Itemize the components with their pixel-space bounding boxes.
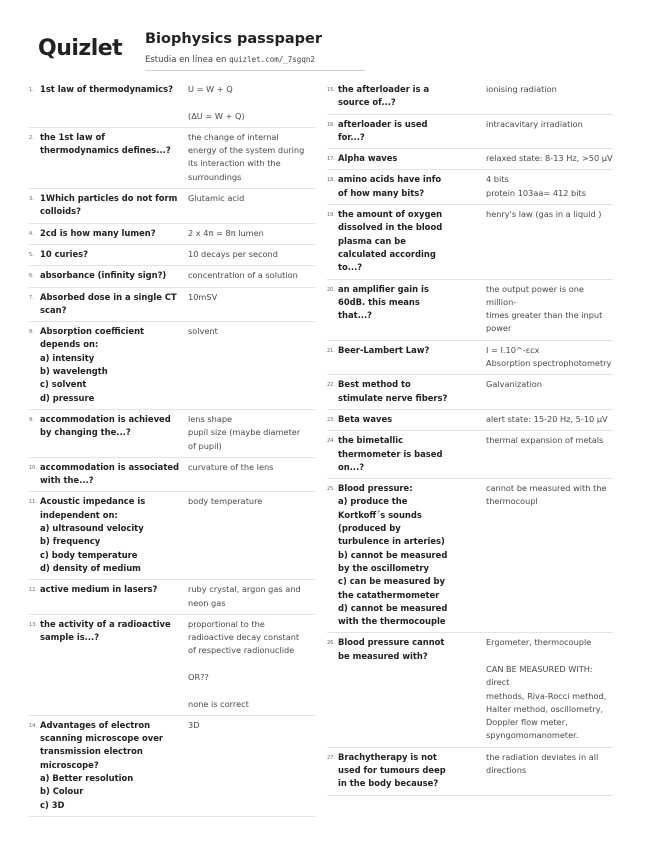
card-number: 23.: [327, 416, 335, 423]
card-term: accommodation is associated with the...?: [40, 461, 180, 486]
header-divider: [145, 70, 365, 71]
flashcard-row: [29, 716, 315, 817]
flashcard-row: [29, 128, 315, 189]
flashcard-row: [29, 189, 315, 224]
page-title: Biophysics passpaper: [145, 31, 322, 47]
card-term: active medium in lasers?: [40, 584, 158, 595]
card-term: the afterloader is a source of...?: [338, 84, 430, 108]
flashcard-row: [327, 149, 613, 170]
card-definition: ruby crystal, argon gas and neon gas: [188, 584, 301, 608]
flashcard-row: [327, 341, 613, 376]
card-number: 18.: [327, 177, 335, 184]
card-definition: the radiation deviates in all directions: [486, 751, 599, 776]
card-definition: curvature of the lens: [188, 461, 274, 472]
card-definition: the output power is one million- times greater than the input power: [486, 283, 603, 334]
card-number: 11.: [29, 499, 37, 506]
flashcard-row: [29, 615, 315, 716]
flashcard-row: [29, 410, 315, 458]
card-number: 26.: [327, 640, 335, 647]
flashcard-row: [327, 633, 613, 747]
card-definition: Ergometer, thermocouple CAN BE MEASURED WITH: direct methods, Riva-Rocci method, Halter method, oscillometry, Doppler flow meter, spyngomomanometer.: [486, 637, 607, 741]
card-term: 2cd is how many lumen?: [40, 227, 156, 238]
card-definition: proportional to the radioactive decay constant of respective radionuclide OR?? none is correct: [188, 618, 300, 709]
card-term: absorbance (infinity sign?): [40, 270, 167, 281]
card-number: 19.: [327, 212, 335, 219]
card-definition: henry's law (gas in a liquid ): [486, 209, 602, 220]
card-term: the 1st law of thermodynamics defines...?: [40, 131, 171, 156]
card-definition: 2 x 4π = 8π lumen: [188, 227, 264, 238]
page-header: [38, 30, 620, 74]
flashcard-row: [327, 410, 613, 431]
flashcard-row: [29, 322, 315, 410]
card-definition: relaxed state: 8-13 Hz, >50 μV: [486, 153, 613, 164]
card-term: 1Which particles do not form colloids?: [40, 193, 178, 217]
card-definition: concentration of a solution: [188, 270, 298, 281]
card-term: the activity of a radioactive sample is...?: [40, 618, 171, 643]
flashcard-row: [327, 748, 613, 796]
card-number: 3.: [29, 196, 34, 203]
card-term: Beer-Lambert Law?: [338, 344, 430, 355]
card-definition: intracavitary irradiation: [486, 118, 583, 129]
card-definition: U = W + Q (ΔU = W + Q): [188, 84, 245, 121]
card-number: 7.: [29, 294, 34, 301]
card-definition: Glutamic acid: [188, 193, 245, 204]
flashcard-row: [327, 375, 613, 410]
flashcard-row: [327, 80, 613, 115]
card-term: Advantages of electron scanning microscope over transmission electron microscope? a) Better resolution b) Colour c) 3D: [40, 719, 164, 810]
card-number: 25.: [327, 486, 335, 493]
flashcard-row: [327, 280, 613, 341]
card-term: amino acids have info of how many bits?: [338, 174, 442, 198]
flashcard-row: [29, 288, 315, 323]
card-definition: 3D: [188, 719, 200, 730]
flashcard-row: [29, 492, 315, 580]
card-term: the amount of oxygen dissolved in the blood plasma can be calculated according to...?: [338, 209, 443, 273]
card-term: an amplifier gain is 60dB. this means that...?: [338, 283, 429, 321]
card-term: Acoustic impedance is independent on: a) ultrasound velocity b) frequency c) body temperature d) density of medium: [40, 496, 146, 573]
card-number: 9.: [29, 416, 34, 423]
card-term: Best method to stimulate nerve fibers?: [338, 379, 448, 403]
card-term: Blood pressure cannot be measured with?: [338, 637, 445, 661]
card-number: 24.: [327, 438, 335, 445]
card-number: 10.: [29, 464, 37, 471]
card-definition: Galvanization: [486, 379, 542, 390]
flashcard-row: [327, 115, 613, 150]
card-term: Alpha waves: [338, 153, 398, 164]
card-definition: 10mSV: [188, 291, 218, 302]
card-number: 20.: [327, 286, 335, 293]
flashcard-row: [29, 580, 315, 615]
card-number: 6.: [29, 273, 34, 280]
card-definition: cannot be measured with the thermocoupl: [486, 483, 607, 507]
card-number: 12.: [29, 587, 37, 594]
card-term: Absorption coefficient depends on: a) intensity b) wavelength c) solvent d) pressure: [40, 326, 145, 403]
card-number: 21.: [327, 347, 335, 354]
card-term: afterloader is used for...?: [338, 118, 428, 142]
quizlet-logo[interactable]: Quizlet: [38, 36, 123, 61]
card-term: 1st law of thermodynamics?: [40, 84, 173, 94]
card-number: 4.: [29, 230, 34, 237]
card-number: 27.: [327, 754, 335, 761]
card-definition: lens shape pupil size (maybe diameter of pupil): [188, 413, 301, 451]
card-term: Blood pressure: a) produce the Kortkoff´s sounds (produced by turbulence in arteries) b) cannot be measured by the oscillometry c) can be measured by the catathermometer d) cannot be measured with the thermocouple: [338, 483, 448, 627]
card-term: Absorbed dose in a single CT scan?: [40, 291, 177, 315]
card-number: 2.: [29, 134, 34, 141]
card-number: 8.: [29, 329, 34, 336]
card-term: Brachytherapy is not used for tumours deep in the body because?: [338, 751, 446, 789]
subtitle-text: Estudia en línea en: [145, 55, 230, 65]
card-definition: 4 bits protein 103aa= 412 bits: [486, 174, 587, 198]
card-number: 16.: [327, 121, 335, 128]
page-subtitle: [145, 55, 315, 65]
card-number: 13.: [29, 621, 37, 628]
card-number: 22.: [327, 382, 335, 389]
flashcard-row: [327, 205, 613, 279]
card-number: 14.: [29, 722, 37, 729]
card-definition: the change of internal energy of the system during its interaction with the surroundings: [188, 131, 305, 182]
set-url-link[interactable]: quizlet.com/_7sgqn2: [229, 55, 315, 64]
card-definition: 10 decays per second: [188, 248, 278, 259]
flashcard-row: [327, 431, 613, 479]
right-card-column: [327, 80, 613, 796]
card-term: the bimetallic thermometer is based on...?: [338, 435, 443, 472]
flashcard-row: [29, 80, 315, 128]
card-definition: alert state: 15-20 Hz, 5-10 μV: [486, 413, 608, 424]
card-term: 10 curies?: [40, 248, 89, 259]
card-definition: solvent: [188, 326, 218, 337]
card-number: 1.: [29, 87, 34, 93]
flashcard-row: [29, 266, 315, 287]
card-definition: body temperature: [188, 496, 263, 507]
card-number: 5.: [29, 251, 34, 258]
flashcard-row: [29, 458, 315, 493]
card-definition: ionising radiation: [486, 84, 557, 94]
card-term: Beta waves: [338, 413, 393, 424]
flashcard-row: [29, 224, 315, 245]
card-number: 17.: [327, 156, 335, 163]
flashcard-row: [327, 170, 613, 205]
card-definition: I = I.10^-εcx Absorption spectrophotometry: [486, 344, 612, 369]
card-number: 15.: [327, 87, 335, 93]
flashcard-row: [327, 479, 613, 633]
card-definition: thermal expansion of metals: [486, 435, 604, 446]
card-term: accommodation is achieved by changing the...?: [40, 413, 171, 438]
left-card-column: [29, 80, 315, 817]
flashcard-row: [29, 245, 315, 266]
